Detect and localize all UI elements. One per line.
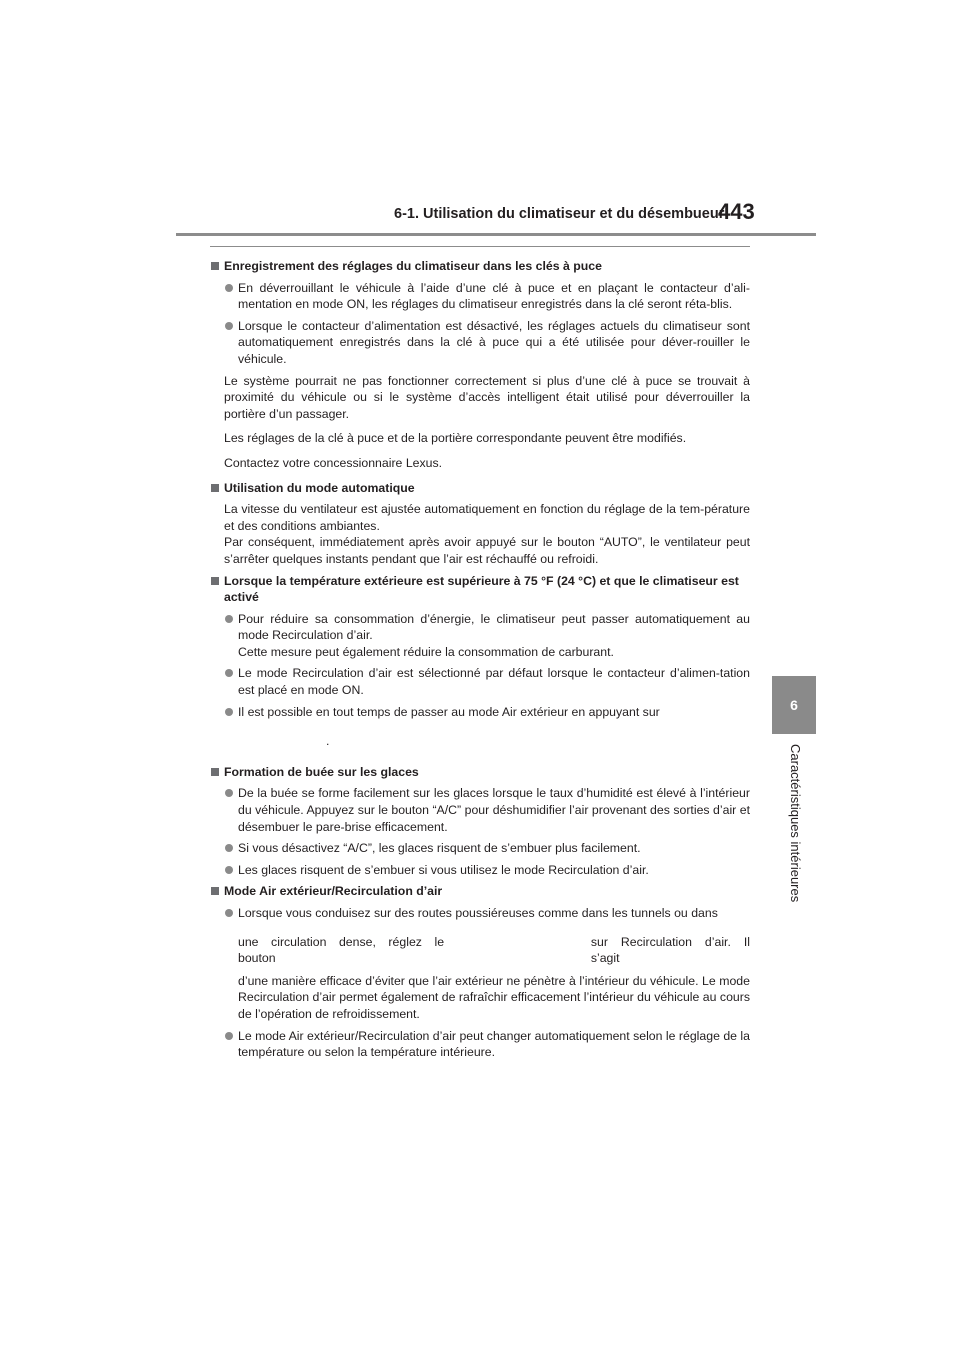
list-item: Lorsque le contacteur d’alimentation est désactivé, les réglages actuels du climatiseur sont automatiquement enregistrés dans la clé à puce qui a été utilisée pour déver-rouiller le véhicule.: [210, 318, 750, 368]
content-rule: [210, 246, 750, 247]
heading-outside-temperature: Lorsque la température extérieure est supérieure à 75 °F (24 °C) et que le climatiseur est activé: [210, 573, 750, 606]
heading-air-mode: Mode Air extérieur/Recirculation d’air: [210, 883, 750, 900]
round-bullet-icon: [225, 844, 233, 852]
heading-auto-mode: Utilisation du mode automatique: [210, 480, 750, 497]
square-bullet-icon: [211, 887, 219, 895]
list-item: Les glaces risquent de s’embuer si vous utilisez le mode Recirculation d’air.: [210, 862, 750, 879]
paragraph: Contactez votre concessionnaire Lexus.: [224, 455, 443, 470]
square-bullet-icon: [211, 768, 219, 776]
chapter-label: Caractéristiques intérieures: [788, 744, 803, 903]
list-item: Lorsque vous conduisez sur des routes poussiéreuses comme dans les tunnels ou dans une circulation dense, réglez le bouton sur Recirculation d’air. Il s’agit d’une manière efficace d’éviter que l’air extérieur ne pénètre à l’intérieur du véhicule. Le mode Recirculation d’air permet également de rafraîchir efficacement l’intérieur du véhicule au cours de l’opération de refroidissement.: [210, 905, 750, 1023]
square-bullet-icon: [211, 484, 219, 492]
round-bullet-icon: [225, 322, 233, 330]
round-bullet-icon: [225, 1032, 233, 1040]
round-bullet-icon: [225, 708, 233, 716]
round-bullet-icon: [225, 789, 233, 797]
section-title: 6-1. Utilisation du climatiseur et du désembueur: [394, 206, 725, 222]
heading-fogging: Formation de buée sur les glaces: [210, 764, 750, 781]
page-number: 443: [718, 199, 755, 224]
list-item: Pour réduire sa consommation d’énergie, le climatiseur peut passer automatiquement au mode Recirculation d’air. Cette mesure peut également réduire la consommation de carburant.: [210, 611, 750, 661]
paragraph: Les réglages de la clé à puce et de la portière correspondante peuvent être modifiés.: [224, 431, 687, 446]
page-content: [210, 258, 750, 1066]
chapter-number: 6: [790, 697, 798, 713]
list-item: En déverrouillant le véhicule à l’aide d’une clé à puce et en plaçant le contacteur d’ali-mentation en mode ON, les réglages du climatiseur enregistrés dans la clé seront réta-blis.: [210, 280, 750, 313]
list-item: De la buée se forme facilement sur les glaces lorsque le taux d’humidité est élevé à l’intérieur du véhicule. Appuyez sur le bouton “A/C” pour déshumidifier l’air provenant des sorties d’air et désembuer le pare-brise efficacement.: [210, 785, 750, 835]
round-bullet-icon: [225, 669, 233, 677]
square-bullet-icon: [211, 577, 219, 585]
list-item: Le mode Recirculation d’air est sélectionné par défaut lorsque le contacteur d’alimen-tation est placé en mode ON.: [210, 665, 750, 698]
round-bullet-icon: [225, 909, 233, 917]
round-bullet-icon: [225, 284, 233, 292]
list-item: Si vous désactivez “A/C”, les glaces risquent de s’embuer plus facilement.: [210, 840, 750, 857]
list-item: Le mode Air extérieur/Recirculation d’air peut changer automatiquement selon le réglage de la température ou selon la température intérieure.: [210, 1028, 750, 1061]
recirculation-button-icon-placeholder: [444, 934, 591, 948]
list-item: Il est possible en tout temps de passer au mode Air extérieur en appuyant sur .: [210, 704, 750, 750]
paragraph: La vitesse du ventilateur est ajustée automatiquement en fonction du réglage de la tem-pérature et des conditions ambiantes. Par conséquent, immédiatement après avoir appuyé sur le bouton “AUTO”, le ventilateur peut s’arrêter quelques instants pendant que l’air est réchauffé ou refroidi.: [224, 502, 750, 566]
square-bullet-icon: [211, 262, 219, 270]
round-bullet-icon: [225, 615, 233, 623]
header-rule: [176, 233, 816, 236]
paragraph: Le système pourrait ne pas fonctionner correctement si plus d’une clé à puce se trouvait à proximité du véhicule ou si le système d’accès intelligent était utilisé pour déverrouiller la portière d’un passager.: [224, 373, 750, 421]
round-bullet-icon: [225, 866, 233, 874]
chapter-tab: [772, 676, 816, 734]
heading-smart-key-settings: Enregistrement des réglages du climatiseur dans les clés à puce: [210, 258, 750, 275]
